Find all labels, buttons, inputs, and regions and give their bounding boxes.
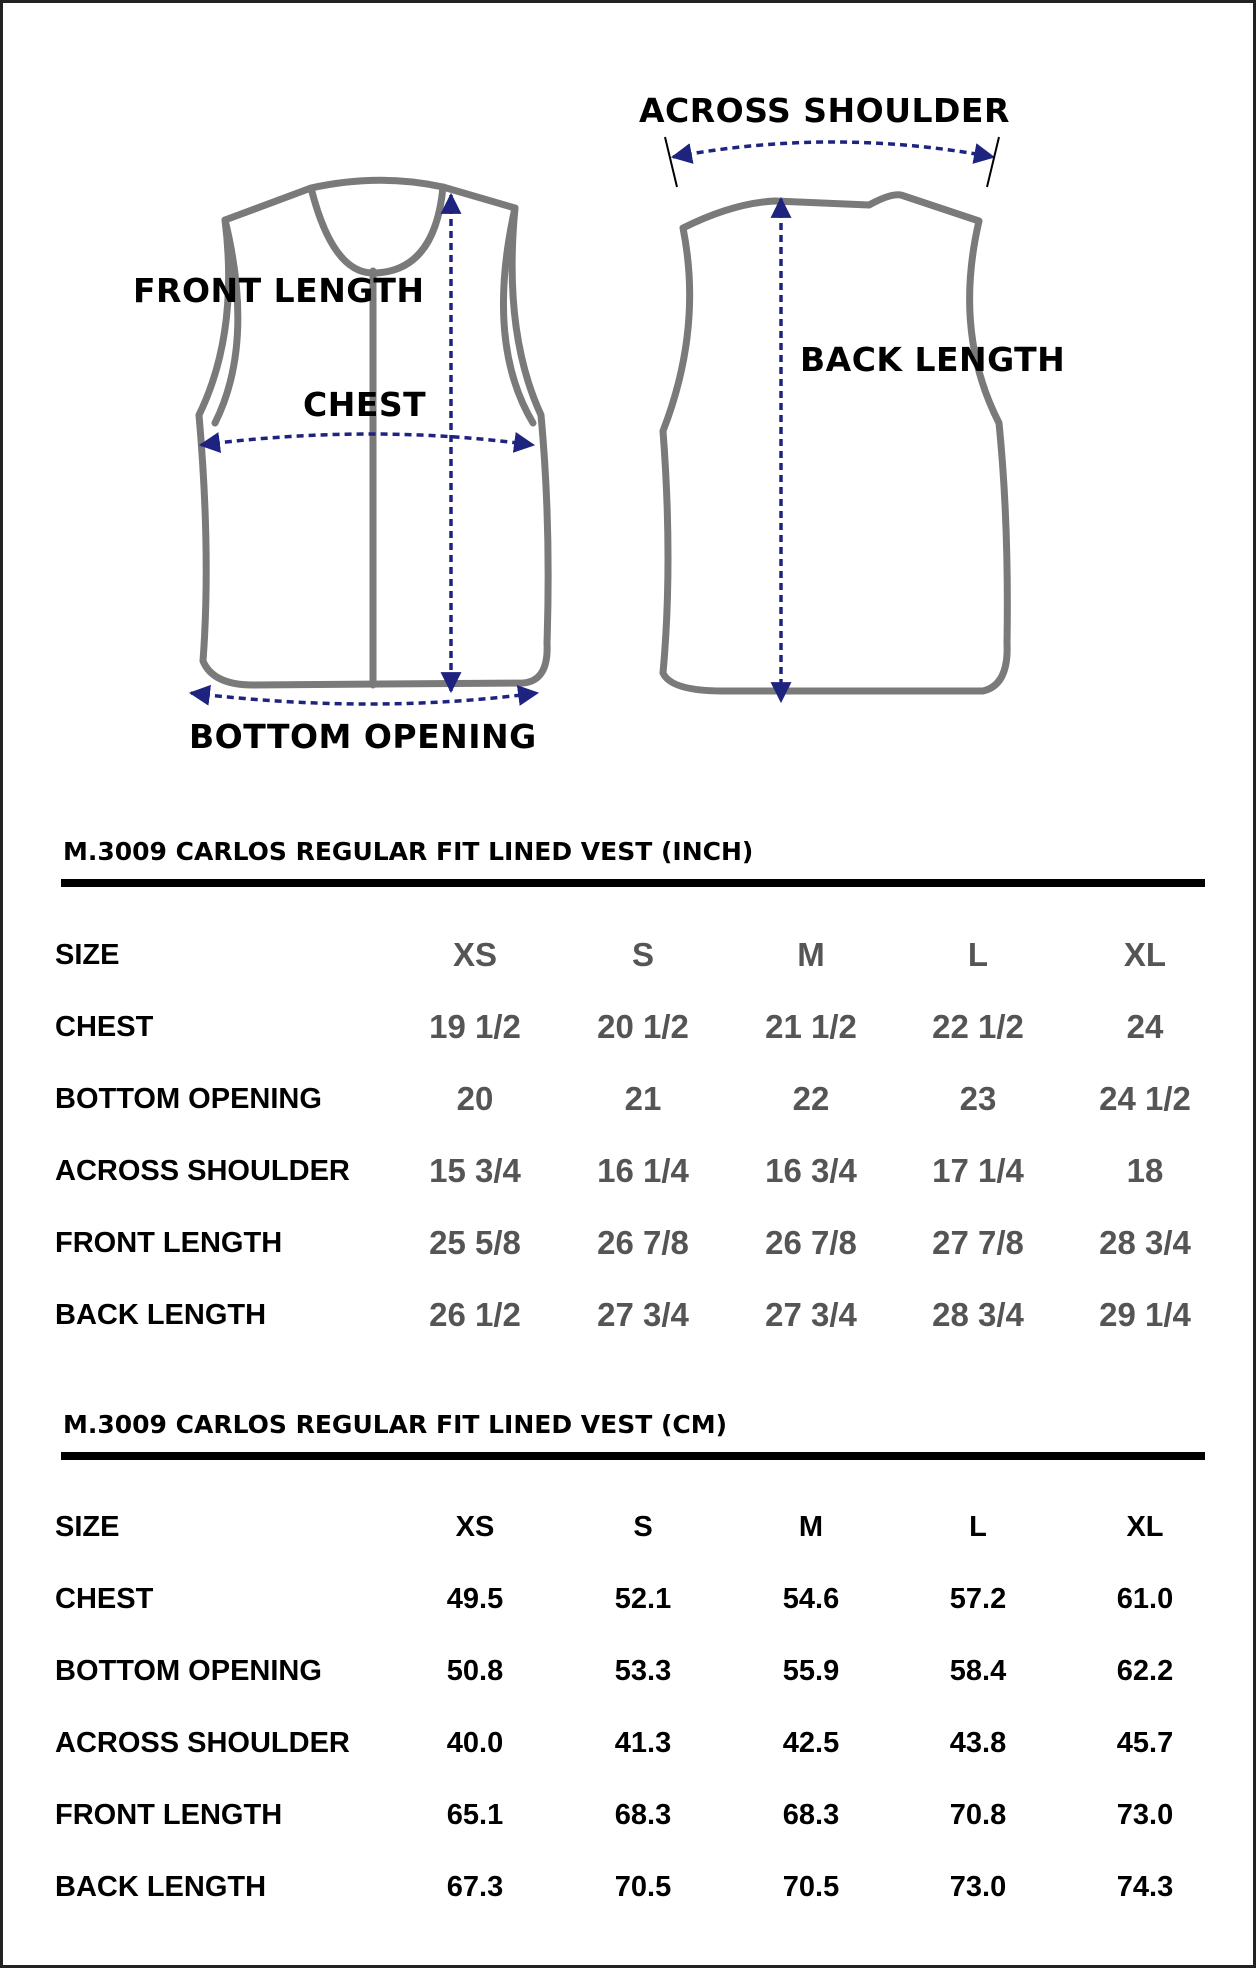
table-cell: 25 5/8 xyxy=(429,1224,521,1261)
table-cell: 18 xyxy=(1126,1152,1164,1189)
bottom-opening-arrow xyxy=(191,693,537,704)
table-cell: 50.8 xyxy=(446,1655,504,1687)
table-cell: 68.3 xyxy=(614,1799,672,1831)
across-shoulder-arrow xyxy=(673,142,993,157)
table-row xyxy=(55,1135,1205,1207)
table-row xyxy=(55,1779,1205,1851)
table-cell: 41.3 xyxy=(614,1727,672,1759)
table-row xyxy=(55,1707,1205,1779)
table-cell: 58.4 xyxy=(949,1655,1007,1687)
table-row xyxy=(55,1207,1205,1279)
table-cell: 28 3/4 xyxy=(1099,1224,1191,1261)
table-row xyxy=(55,1279,1205,1351)
table-cell: 73.0 xyxy=(1116,1799,1174,1831)
table-cell: 54.6 xyxy=(782,1583,840,1615)
table-cell: 21 xyxy=(624,1080,662,1117)
table-cell: 21 1/2 xyxy=(765,1008,857,1045)
table-cell: 23 xyxy=(959,1080,997,1117)
table-cell: 22 1/2 xyxy=(932,1008,1024,1045)
table-cell: 26 1/2 xyxy=(429,1296,521,1333)
table-cell: 26 7/8 xyxy=(765,1224,857,1261)
table-cell: 45.7 xyxy=(1116,1727,1174,1759)
table-cell: 22 xyxy=(792,1080,830,1117)
table-header-row xyxy=(55,919,1205,991)
table-cell: 67.3 xyxy=(446,1871,504,1903)
table-cell: 20 1/2 xyxy=(597,1008,689,1045)
size-xl-header: XL xyxy=(1123,936,1167,973)
table-cell: 49.5 xyxy=(446,1583,504,1615)
table-cell: 62.2 xyxy=(1116,1655,1174,1687)
chest-arrow xyxy=(201,434,533,445)
size-m-header: M xyxy=(797,936,825,973)
table-cell: 53.3 xyxy=(614,1655,672,1687)
table-header-row xyxy=(55,1491,1205,1563)
table-cell: 27 7/8 xyxy=(932,1224,1024,1261)
inch-table-rule xyxy=(61,879,1205,887)
table-cell: 19 1/2 xyxy=(429,1008,521,1045)
vest-illustration xyxy=(3,3,1253,783)
row-label: ACROSS SHOULDER xyxy=(55,1155,350,1187)
table-cell: 40.0 xyxy=(446,1727,504,1759)
shoulder-ticks xyxy=(665,137,999,187)
row-label: BACK LENGTH xyxy=(55,1871,267,1903)
table-cell: 65.1 xyxy=(446,1799,504,1831)
size-l-header: L xyxy=(969,1511,987,1543)
table-cell: 20 xyxy=(456,1080,494,1117)
size-header-label: SIZE xyxy=(55,939,120,971)
size-l-header: L xyxy=(967,936,989,973)
inch-size-table xyxy=(55,919,1205,1351)
table-cell: 74.3 xyxy=(1116,1871,1174,1903)
table-cell: 16 1/4 xyxy=(597,1152,689,1189)
size-xs-header: XS xyxy=(455,1511,495,1543)
row-label: CHEST xyxy=(55,1011,154,1043)
size-xl-header: XL xyxy=(1126,1511,1164,1543)
row-label: CHEST xyxy=(55,1583,154,1615)
table-cell: 27 3/4 xyxy=(597,1296,689,1333)
table-cell: 61.0 xyxy=(1116,1583,1174,1615)
measurement-diagram xyxy=(3,3,1253,783)
table-cell: 42.5 xyxy=(782,1727,840,1759)
table-cell: 55.9 xyxy=(782,1655,840,1687)
table-cell: 68.3 xyxy=(782,1799,840,1831)
table-cell: 43.8 xyxy=(949,1727,1007,1759)
row-label: BOTTOM OPENING xyxy=(55,1655,322,1687)
table-row xyxy=(55,1851,1205,1923)
table-cell: 15 3/4 xyxy=(429,1152,521,1189)
table-cell: 16 3/4 xyxy=(765,1152,857,1189)
table-cell: 24 1/2 xyxy=(1099,1080,1191,1117)
cm-table-title: M.3009 CARLOS REGULAR FIT LINED VEST (CM) xyxy=(63,1410,728,1439)
cm-size-table xyxy=(55,1491,1205,1923)
row-label: FRONT LENGTH xyxy=(55,1227,283,1259)
table-cell: 57.2 xyxy=(949,1583,1007,1615)
chest-label: CHEST xyxy=(303,385,427,424)
size-s-header: S xyxy=(633,1511,653,1543)
front-length-label: FRONT LENGTH xyxy=(133,271,425,310)
table-row xyxy=(55,1563,1205,1635)
row-label: FRONT LENGTH xyxy=(55,1799,283,1831)
row-label: BACK LENGTH xyxy=(55,1299,267,1331)
size-s-header: S xyxy=(631,936,654,973)
bottom-opening-label: BOTTOM OPENING xyxy=(189,717,537,756)
table-cell: 26 7/8 xyxy=(597,1224,689,1261)
cm-table-rule xyxy=(61,1452,1205,1460)
across-shoulder-label: ACROSS SHOULDER xyxy=(639,91,1010,130)
table-cell: 27 3/4 xyxy=(765,1296,857,1333)
size-header-label: SIZE xyxy=(55,1511,120,1543)
table-cell: 73.0 xyxy=(949,1871,1007,1903)
row-label: BOTTOM OPENING xyxy=(55,1083,322,1115)
table-row xyxy=(55,1635,1205,1707)
size-xs-header: XS xyxy=(452,936,498,973)
table-row xyxy=(55,1063,1205,1135)
table-cell: 70.8 xyxy=(949,1799,1007,1831)
table-cell: 52.1 xyxy=(614,1583,672,1615)
table-cell: 24 xyxy=(1126,1008,1164,1045)
table-cell: 17 1/4 xyxy=(932,1152,1024,1189)
inch-table-title: M.3009 CARLOS REGULAR FIT LINED VEST (INCH) xyxy=(63,837,754,866)
back-vest-outline xyxy=(663,195,1007,691)
table-cell: 70.5 xyxy=(614,1871,672,1903)
table-row xyxy=(55,991,1205,1063)
size-m-header: M xyxy=(798,1511,824,1543)
table-cell: 28 3/4 xyxy=(932,1296,1024,1333)
table-cell: 29 1/4 xyxy=(1099,1296,1191,1333)
row-label: ACROSS SHOULDER xyxy=(55,1727,350,1759)
table-cell: 70.5 xyxy=(782,1871,840,1903)
back-length-label: BACK LENGTH xyxy=(800,340,1066,379)
